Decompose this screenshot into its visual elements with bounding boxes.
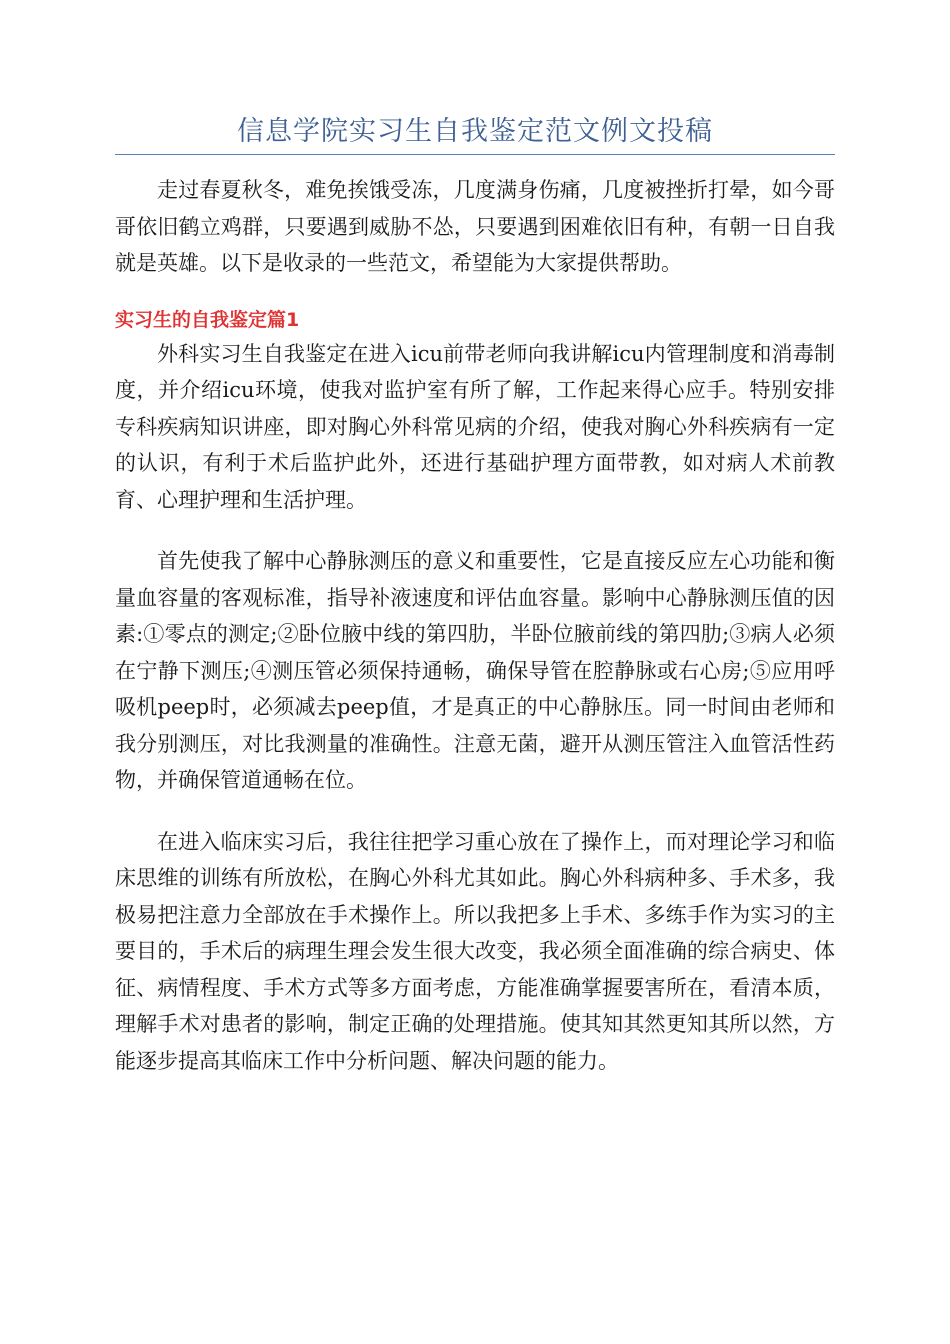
body-paragraph-1: 外科实习生自我鉴定在进入icu前带老师向我讲解icu内管理制度和消毒制度，并介绍icu环境，使我对监护室有所了解，工作起来得心应手。特别安排专科疾病知识讲座，即对胸心外科常见病的介绍，使我对胸心外科疾病有一定的认识，有利于术后监护此外，还进行基础护理方面带教，如对病人术前教育、心理护理和生活护理。 [115, 341, 835, 512]
document-title: 信息学院实习生自我鉴定范文例文投稿 [237, 116, 713, 147]
body-paragraph-3: 在进入临床实习后，我往往把学习重心放在了操作上，而对理论学习和临床思维的训练有所放松，在胸心外科尤其如此。胸心外科病种多、手术多，我极易把注意力全部放在手术操作上。所以我把多上手术、多练手作为实习的主要目的，手术后的病理生理会发生很大改变，我必须全面准确的综合病史、体征、病情程度、手术方式等多方面考虑，方能准确掌握要害所在，看清本质，理解手术对患者的影响，制定正确的处理措施。使其知其然更知其所以然，方能逐步提高其临床工作中分析问题、解决问题的能力。 [115, 829, 835, 1073]
body-paragraph-2: 首先使我了解中心静脉测压的意义和重要性，它是直接反应左心功能和衡量血容量的客观标准，指导补液速度和评估血容量。影响中心静脉测压值的因素:①零点的测定;②卧位腋中线的第四肋，半卧位腋前线的第四肋;③病人必须在宁静下测压;④测压管必须保持通畅，确保导管在腔静脉或右心房;⑤应用呼吸机peep时，必须减去peep值，才是真正的中心静脉压。同一时间由老师和我分别测压，对比我测量的准确性。注意无菌，避开从测压管注入血管活性药物，并确保管道通畅在位。 [115, 549, 835, 792]
title-underline [115, 154, 835, 155]
intro-paragraph: 走过春夏秋冬，难免挨饿受冻，几度满身伤痛，几度被挫折打晕，如今哥哥依旧鹤立鸡群，只要遇到威胁不怂，只要遇到困难依旧有种，有朝一日自我就是英雄。以下是收录的一些范文，希望能为大家提供帮助。 [115, 178, 835, 275]
section-heading: 实习生的自我鉴定篇1 [115, 308, 300, 331]
document-body [115, 172, 835, 1079]
